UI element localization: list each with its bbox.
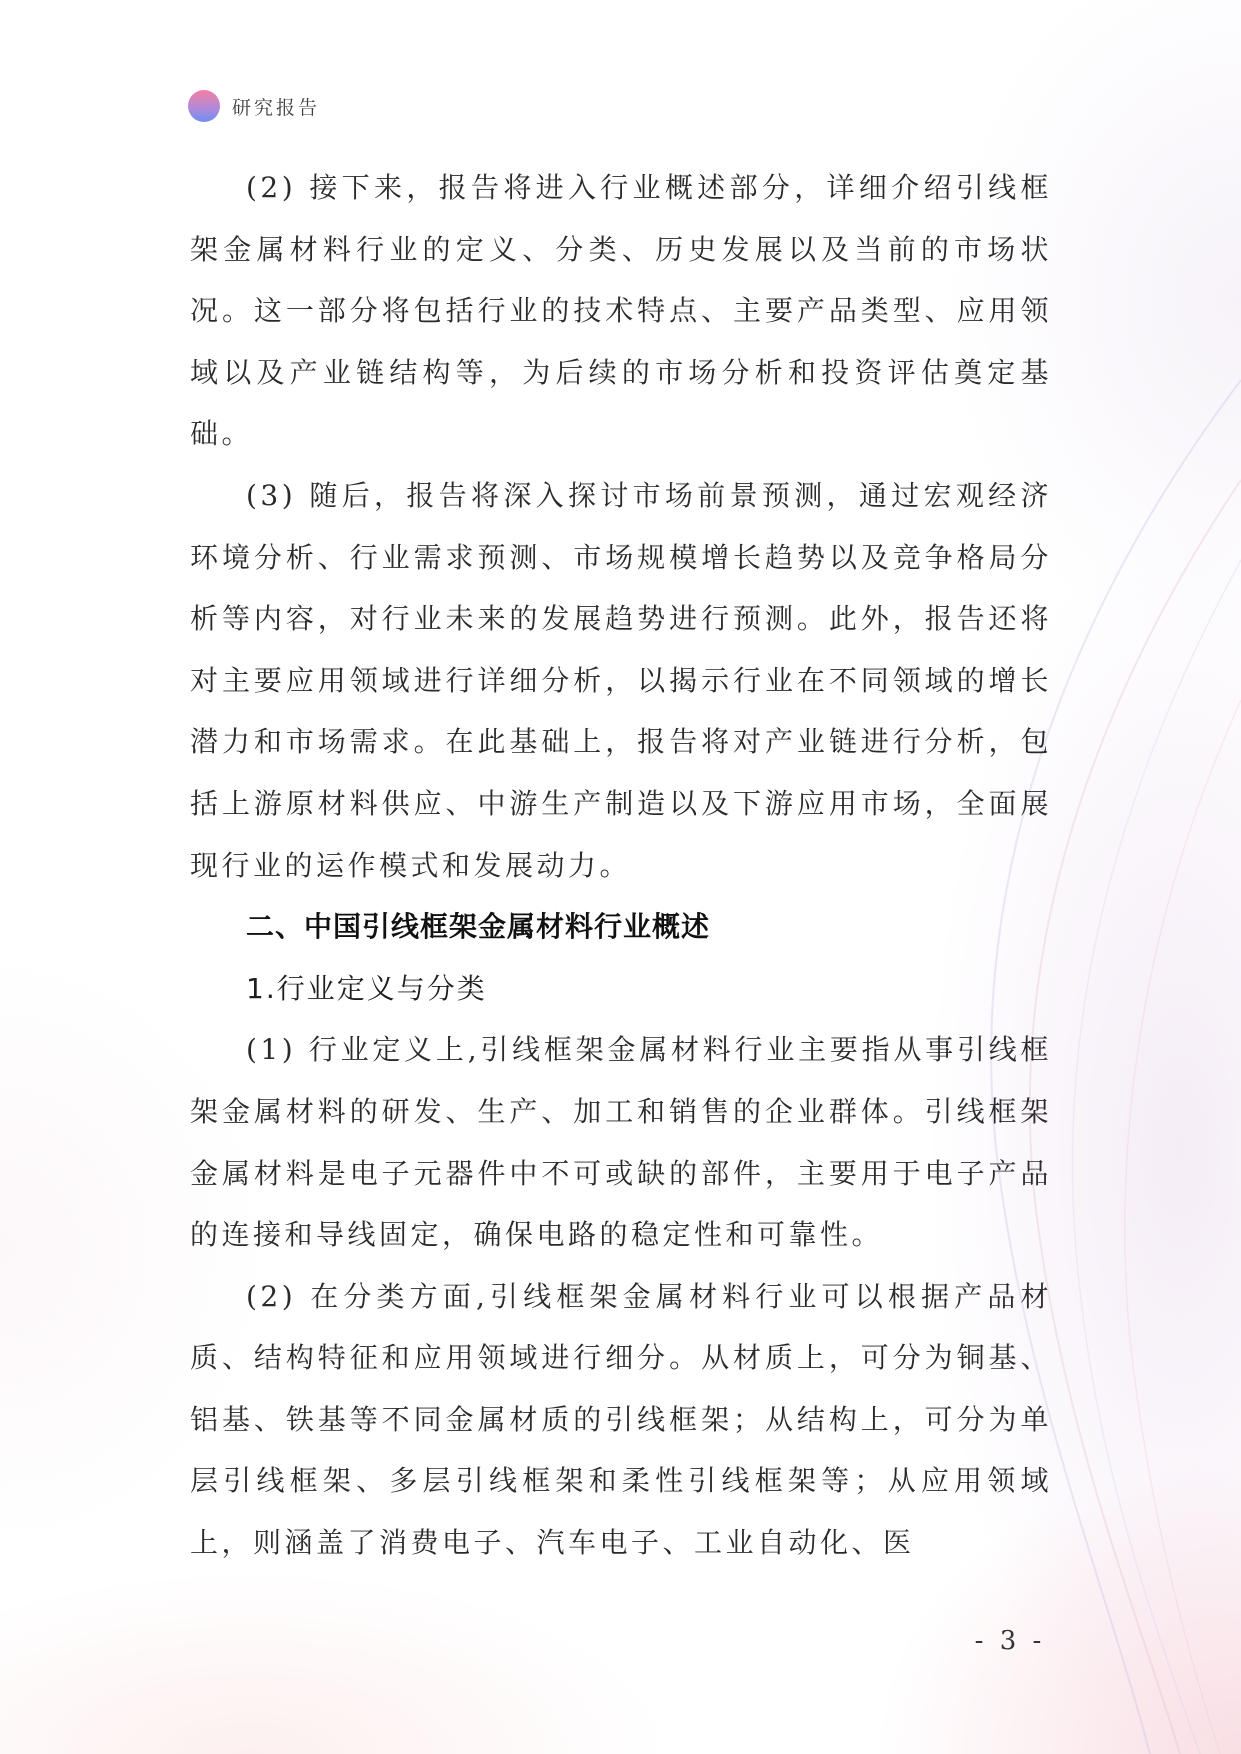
page-header (188, 88, 320, 124)
section-heading: 二、中国引线框架金属材料行业概述 (246, 910, 711, 944)
header-title: 研究报告 (232, 96, 321, 119)
page-number: - 3 - (974, 1626, 1046, 1656)
subsection-heading: 1.行业定义与分类 (246, 971, 487, 1005)
paragraph-industry-definition: (1) 行业定义上,引线框架金属材料行业主要指从事引线框架金属材料的研发、生产、加工和销售的企业群体。引线框架金属材料是电子元器件中不可或缺的部件，主要用于电子产品的连接和导线固定，确保电路的稳定性和可靠性。 (190, 1033, 1052, 1252)
report-logo-icon (188, 90, 220, 122)
paragraph-overview-intro: (2) 接下来，报告将进入行业概述部分，详细介绍引线框架金属材料行业的定义、分类、历史发展以及当前的市场状况。这一部分将包括行业的技术特点、主要产品类型、应用领域以及产业链结构等，为后续的市场分析和投资评估奠定基础。 (190, 171, 1052, 451)
paragraph-market-forecast: (3) 随后，报告将深入探讨市场前景预测，通过宏观经济环境分析、行业需求预测、市场规模增长趋势以及竞争格局分析等内容，对行业未来的发展趋势进行预测。此外，报告还将对主要应用领域进行详细分析，以揭示行业在不同领域的增长潜力和市场需求。在此基础上，报告将对产业链进行分析，包括上游原材料供应、中游生产制造以及下游应用市场，全面展现行业的运作模式和发展动力。 (190, 478, 1052, 882)
document-body (190, 157, 1052, 1574)
paragraph-industry-classification: (2) 在分类方面,引线框架金属材料行业可以根据产品材质、结构特征和应用领域进行细分。从材质上，可分为铜基、铝基、铁基等不同金属材质的引线框架；从结构上，可分为单层引线框架、多层引线框架和柔性引线框架等；从应用领域上，则涵盖了消费电子、汽车电子、工业自动化、医 (190, 1279, 1052, 1560)
